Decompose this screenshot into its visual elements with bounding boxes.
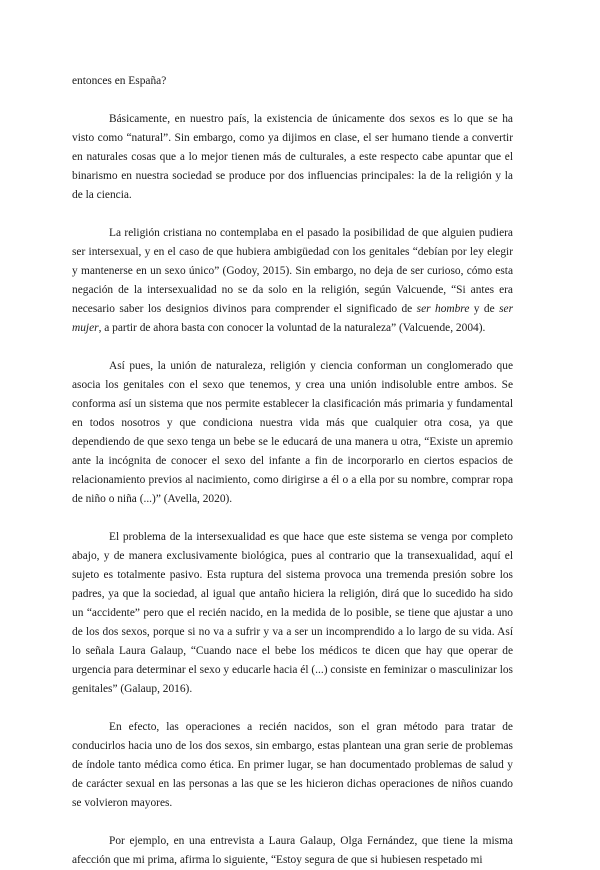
paragraph-text: El problema de la intersexualidad es que hace que este sistema se venga por completo abajo, y de manera exclusivamente biológica, pues al contrario que la transexualidad, aquí el sujeto es totalmente pasivo. Esta ruptura del sistema provoca una tremenda presión sobre los padres, ya que la sociedad, al igual que antaño hiciera la religión, dirá que lo sucedido ha sido un “accidente” pero que el recién nacido, en la medida de lo posible, se tiene que ajustar a uno de los dos sexos, porque si no va a sufrir y va a ser un incomprendido a lo largo de su vida. Así lo señala Laura Galaup, “Cuando nace el bebe los médicos te dicen que hay que operar de urgencia para determinar el sexo y educarle hacia él (...) consiste en feminizar o masculinizar los genitales” (Galaup, 2016).: [72, 531, 513, 695]
paragraph-intersexualidad: [72, 528, 513, 699]
document-body: [72, 72, 513, 870]
opening-line: entonces en España?: [72, 75, 167, 87]
paragraph-text: Por ejemplo, en una entrevista a Laura Galaup, Olga Fernández, que tiene la misma afección que mi prima, afirma lo siguiente, “Estoy segura de que si hubiesen respetado mi: [72, 835, 513, 866]
paragraph-religion: [72, 224, 513, 338]
paragraph-text: , a partir de ahora basta con conocer la voluntad de la naturaleza” (Valcuende, 2004).: [98, 322, 486, 334]
paragraph-text: Así pues, la unión de naturaleza, religión y ciencia conforman un conglomerado que asocia los genitales con el sexo que tenemos, y crea una unión indisoluble entre ambos. Se conforma así un sistema que nos permite establecer la clasificación más primaria y fundamental en todos nosotros y que condiciona nuestra vida más que cualquier otra cosa, ya que dependiendo de que sexo tenga un bebe se le educará de una manera u otra, “Existe un apremio ante la incógnita de conocer el sexo del infante a fin de incorporarlo en ciertos espacios de relacionamiento previos al nacimiento, como dirigirse a él o a ella por su nombre, comprar ropa de niño o niña (...)” (Avella, 2020).: [72, 360, 513, 505]
paragraph-text: Básicamente, en nuestro país, la existencia de únicamente dos sexos es lo que se ha visto como “natural”. Sin embargo, como ya dijimos en clase, el ser humano tiende a convertir en naturales cosas que a lo mejor tienen más de culturales, a este respecto cabe apuntar que el binarismo en nuestra sociedad se produce por dos influencias principales: la de la religión y la de la ciencia.: [72, 113, 513, 201]
paragraph-conglomerado: [72, 357, 513, 509]
paragraph-text: En efecto, las operaciones a recién nacidos, son el gran método para tratar de conducirlos hacia uno de los dos sexos, sin embargo, estas plantean una gran serie de problemas de índole tanto médica como ética. En primer lugar, se han documentado problemas de salud y de carácter sexual en las personas a las que se les hicieron dichas operaciones de niños cuando se volvieron mayores.: [72, 721, 513, 809]
paragraph-text: y de: [469, 303, 500, 315]
italic-term: ser hombre: [416, 303, 470, 315]
paragraph-operaciones: [72, 718, 513, 813]
paragraph-entrevista: [72, 832, 513, 870]
paragraph-binarismo: [72, 110, 513, 205]
italic-term: ser mujer: [72, 303, 513, 334]
paragraph-text: La religión cristiana no contemplaba en el pasado la posibilidad de que alguien pudiera ser intersexual, y en el caso de que hubiera ambigüedad con los genitales “debían por ley elegir y mantenerse en un sexo único” (Godoy, 2015). Sin embargo, no deja de ser curioso, cómo esta negación de la intersexualidad no se da solo en la religión, según Valcuende, “Si antes era necesario saber los designios divinos para comprender el significado de: [72, 227, 513, 315]
